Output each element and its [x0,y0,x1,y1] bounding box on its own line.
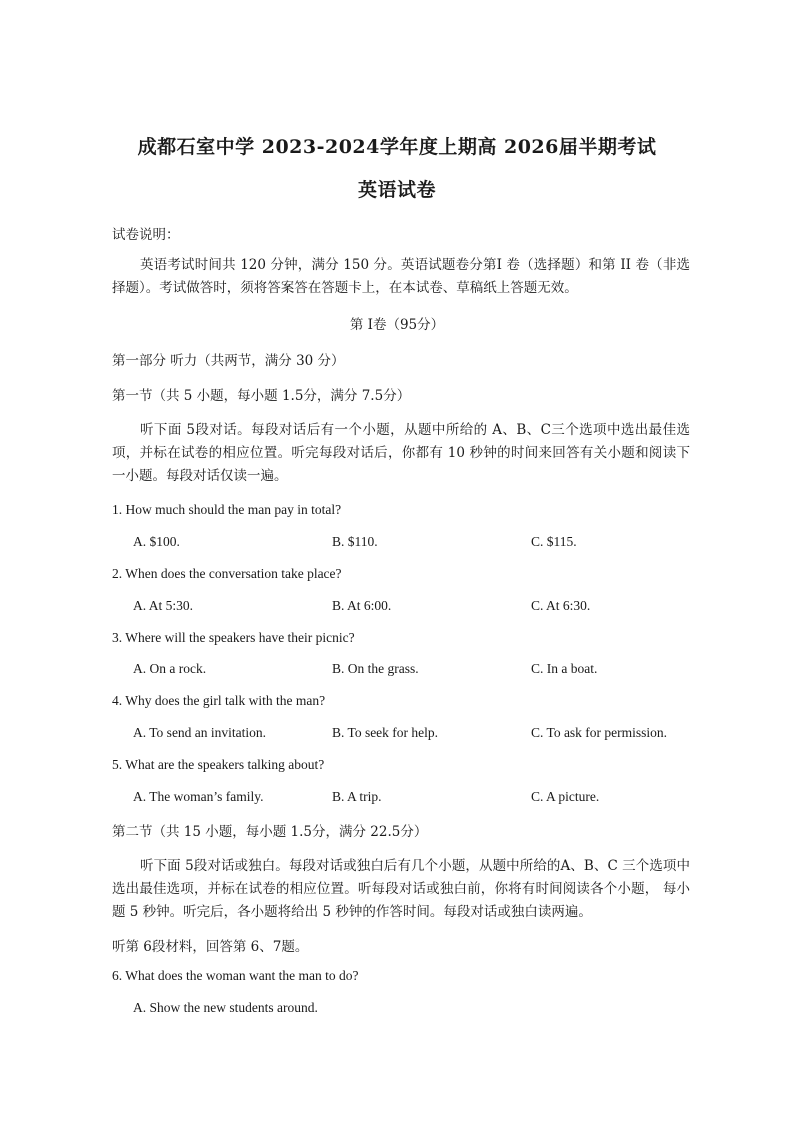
question-stem: 5. What are the speakers talking about? [112,757,325,772]
option-c: C. A picture. [531,789,600,804]
part1-heading: 第一部分 听力（共两节，满分 30 分） [112,353,345,369]
section1-heading: 第一节（共 5 小题，每小题 1.5分，满分 7.5分） [112,388,411,404]
option-c: C. To ask for permission. [531,725,668,740]
exam-title: 成都石室中学 2023-2024学年度上期高 2026届半期考试 [137,136,657,158]
option-b: B. At 6:00. [332,598,392,613]
instructions-label: 试卷说明： [112,227,180,243]
question-stem: 6. What does the woman want the man to do? [112,968,359,983]
instructions-text: 英语考试时间共 120 分钟，满分 150 分。英语试题卷分第I 卷（选择题）和第 II 卷（非选择题）。考试做答时，须将答案答在答题卡上，在本试卷、草稿纸上答题无效。 [112,257,690,296]
option-b: B. On the grass. [332,661,419,676]
material-note: 听第 6段材料，回答第 6、7题。 [112,939,309,955]
option-a: A. To send an invitation. [133,725,267,740]
option-a: A. Show the new students around. [133,1000,318,1015]
option-a: A. The woman’s family. [133,789,264,804]
option-c: C. $115. [531,534,577,549]
option-a: A. On a rock. [133,661,207,676]
section2-heading: 第二节（共 15 小题，每小题 1.5分，满分 22.5分） [112,824,428,840]
option-b: B. A trip. [332,789,382,804]
option-b: B. $110. [332,534,378,549]
question-stem: 3. Where will the speakers have their picnic? [112,630,355,645]
option-a: A. $100. [133,534,180,549]
question-stem: 1. How much should the man pay in total? [112,502,342,517]
volume-heading: 第 I卷（95分） [349,317,445,333]
section1-directions: 听下面 5段对话。每段对话后有一个小题，从题中所给的 A、B、C三个选项中选出最佳选项，并标在试卷的相应位置。听完每段对话后，你都有 10 秒钟的时间来回答有关小题和阅读下一小题。每段对话仅读一遍。 [112,422,690,484]
section2-directions: 听下面 5段对话或独白。每段对话或独白后有几个小题，从题中所给的A、B、C 三个选项中选出最佳选项，并标在试卷的相应位置。听每段对话或独白前，你将有时间阅读各个小题， 每小题 5 秒钟。听完后，各小题将给出 5 秒钟的作答时间。每段对话或独白读两遍。 [112,858,690,920]
option-a: A. At 5:30. [133,598,194,613]
option-b: B. To seek for help. [332,725,439,740]
exam-subtitle: 英语试卷 [357,179,436,201]
question-stem: 2. When does the conversation take place? [112,566,342,581]
option-c: C. In a boat. [531,661,598,676]
option-c: C. At 6:30. [531,598,591,613]
question-stem: 4. Why does the girl talk with the man? [112,693,326,708]
